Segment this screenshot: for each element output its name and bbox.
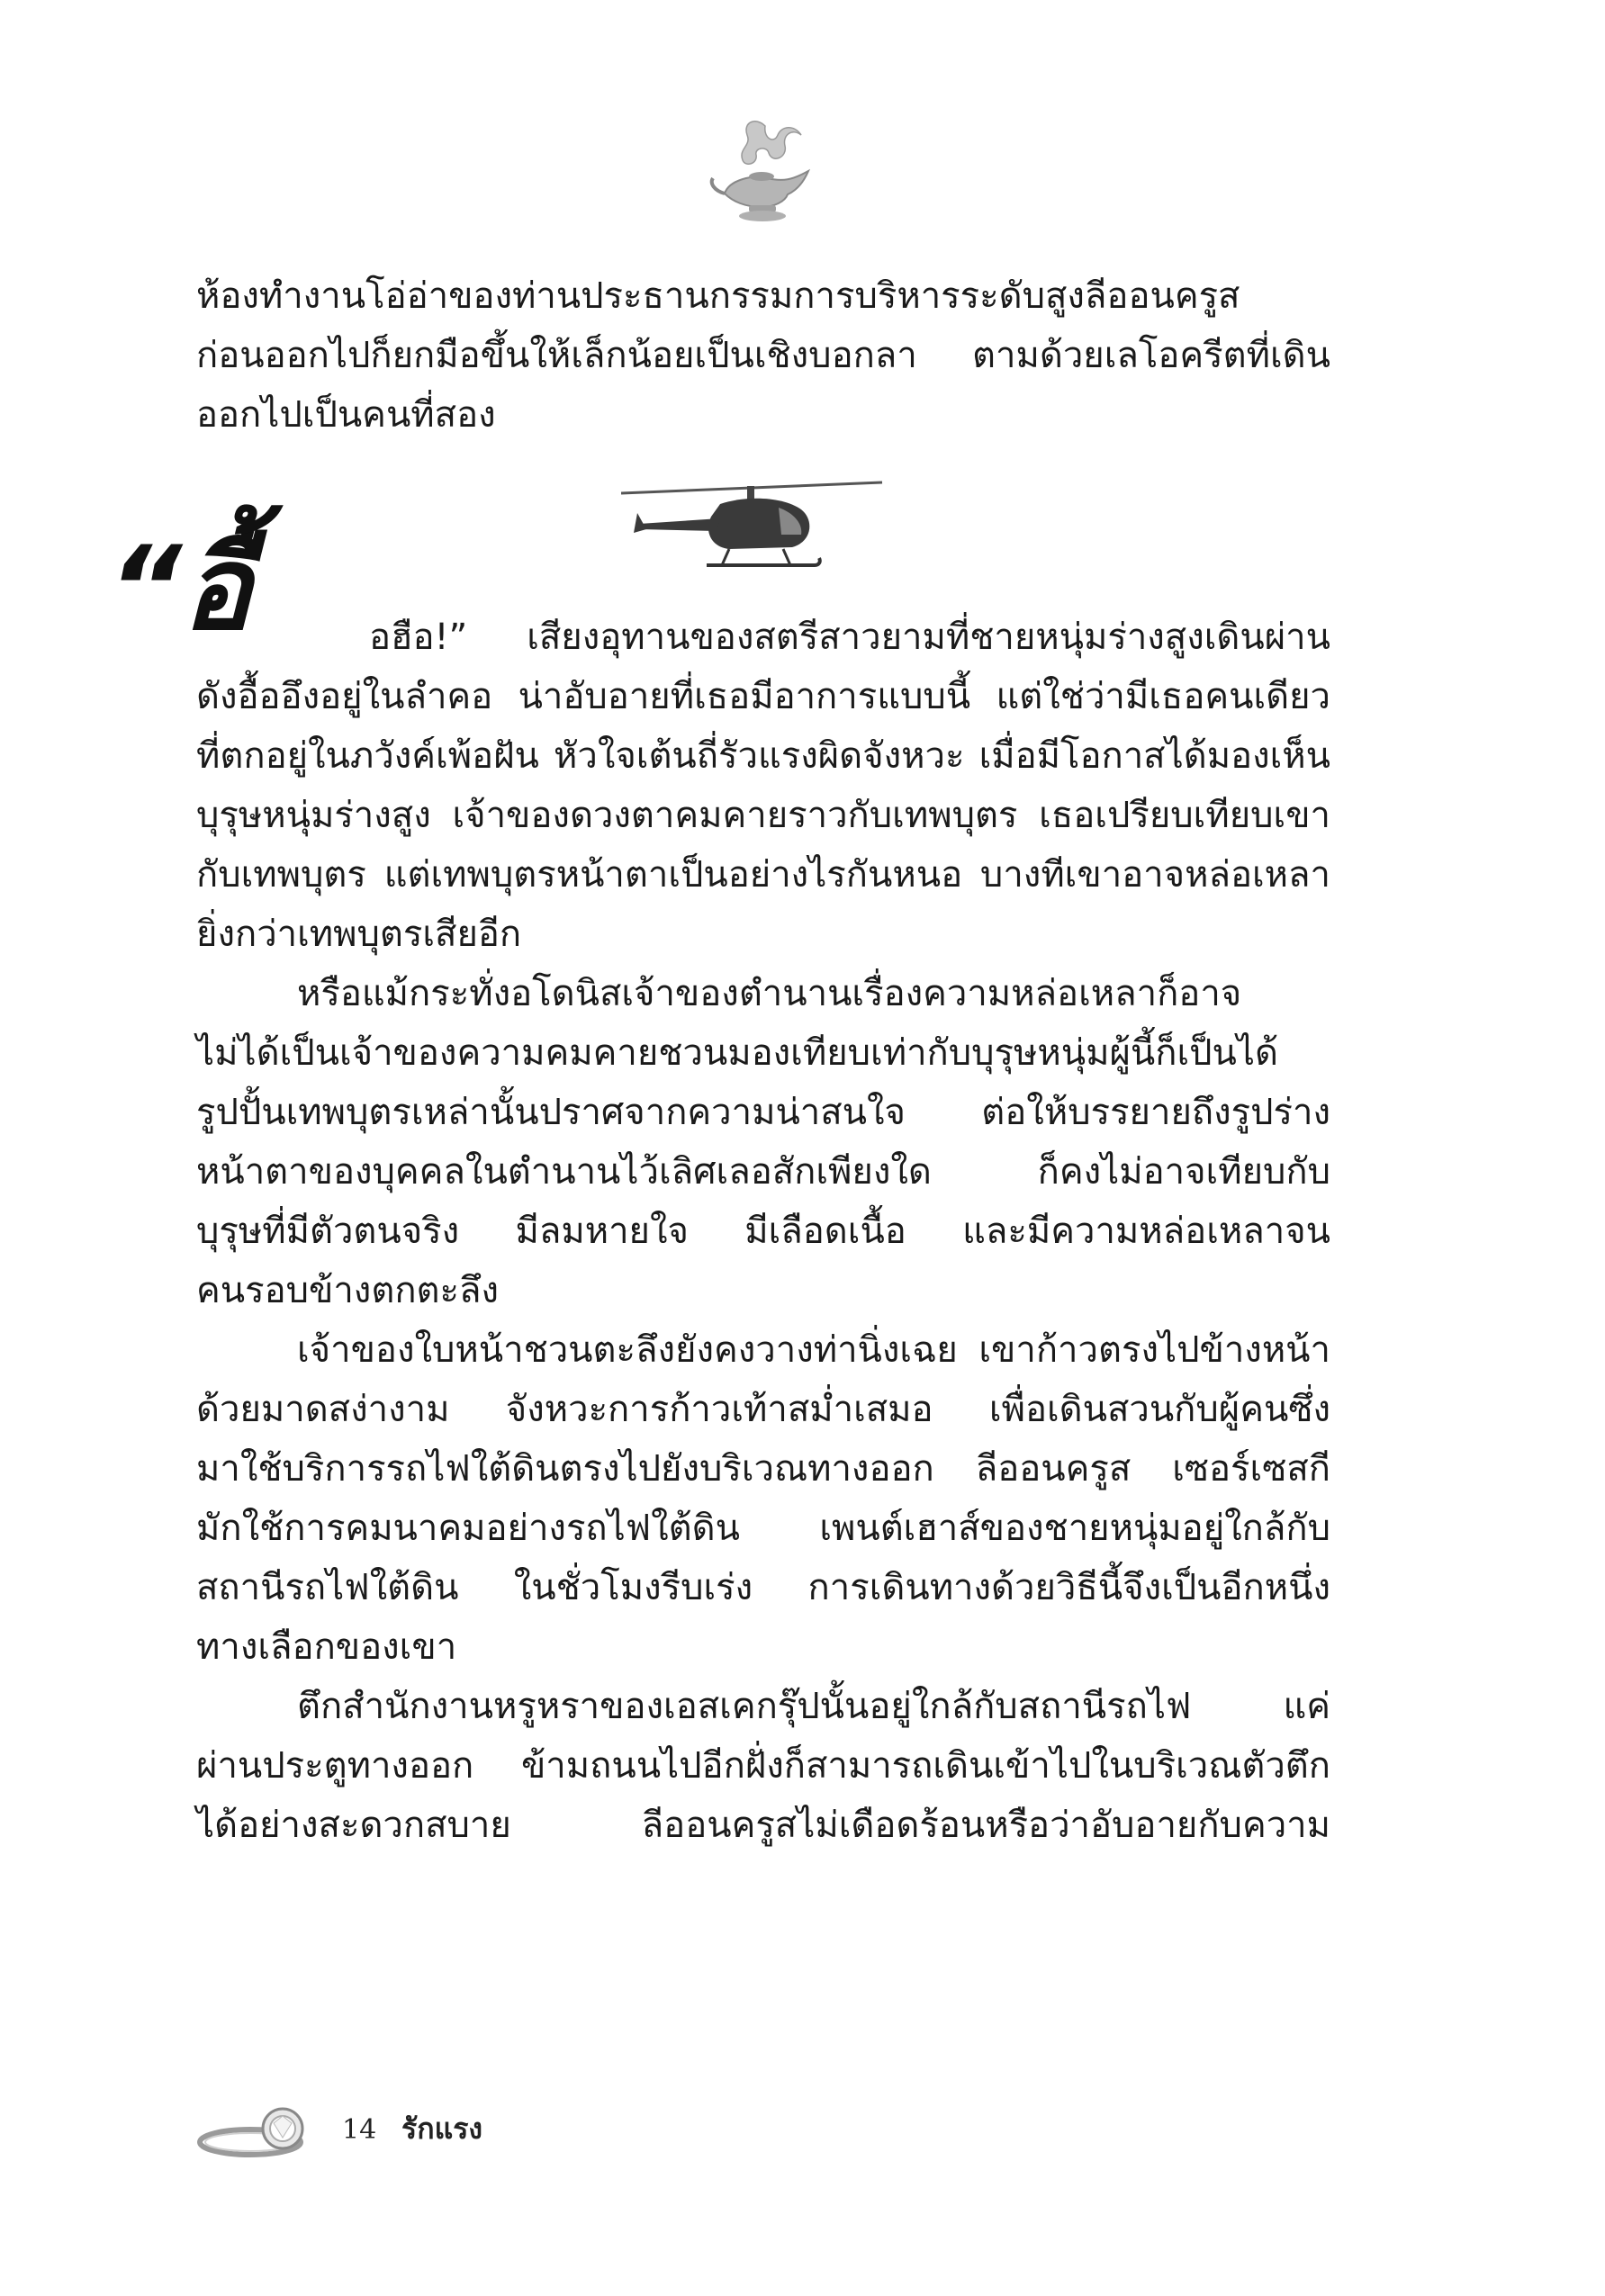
text-line: คนรอบข้างตกตะลึง bbox=[196, 1270, 500, 1311]
text-line: เจ้าของใบหน้าชวนตะลึงยังคงวางท่านิ่งเฉย เขาก้าวตรงไปข้างหน้า bbox=[297, 1329, 1330, 1371]
text-line: ก่อนออกไปก็ยกมือขึ้นให้เล็กน้อยเป็นเชิงบอกลา ตามด้วยเลโอครีตที่เดิน bbox=[196, 335, 1330, 376]
paragraph bbox=[196, 1320, 1330, 1677]
text-line: มาใช้บริการรถไฟใต้ดินตรงไปยังบริเวณทางออก ลีออนครูส เซอร์เซสกี bbox=[196, 1448, 1330, 1490]
paragraph bbox=[196, 1677, 1330, 1855]
text-line: รูปปั้นเทพบุตรเหล่านั้นปราศจากความน่าสนใจ ต่อให้บรรยายถึงรูปร่าง bbox=[196, 1092, 1330, 1133]
text-line: ยิ่งกว่าเทพบุตรเสียอีก bbox=[196, 914, 522, 955]
first-line-after-dropcap: อฮือ!” เสียงอุทานของสตรีสาวยามที่ชายหนุ่มร่างสูงเดินผ่าน bbox=[369, 617, 1330, 658]
genie-lamp-icon bbox=[702, 108, 828, 234]
main-body bbox=[196, 667, 1330, 1855]
helicopter-icon bbox=[621, 477, 891, 585]
text-line: ห้องทำงานโอ่อ่าของท่านประธานกรรมการบริหารระดับสูงลีออนครูส bbox=[196, 275, 1240, 317]
text-line: ตึกสำนักงานหรูหราของเอสเคกรุ๊ปนั้นอยู่ใกล้กับสถานีรถไฟ แค่ bbox=[297, 1686, 1330, 1727]
text-line: กับเทพบุตร แต่เทพบุตรหน้าตาเป็นอย่างไรกันหนอ บางทีเขาอาจหล่อเหลา bbox=[196, 854, 1330, 896]
book-title: รักแรง bbox=[401, 2111, 482, 2146]
page-footer bbox=[196, 2102, 736, 2174]
text-line: ได้อย่างสะดวกสบาย ลีออนครูสไม่เดือดร้อนหรือว่าอับอายกับความ bbox=[196, 1805, 1330, 1846]
diamond-ring-icon bbox=[196, 2102, 322, 2165]
text-line: หรือแม้กระทั่งอโดนิสเจ้าของตำนานเรื่องความหล่อเหลาก็อาจ bbox=[297, 973, 1242, 1014]
text-line: สถานีรถไฟใต้ดิน ในชั่วโมงรีบเร่ง การเดินทางด้วยวิธีนี้จึงเป็นอีกหนึ่ง bbox=[196, 1567, 1330, 1608]
text-line: ที่ตกอยู่ในภวังค์เพ้อฝัน หัวใจเต้นถี่รัวแรงผิดจังหวะ เมื่อมีโอกาสได้มองเห็น bbox=[196, 735, 1330, 777]
drop-cap: “อื้ bbox=[108, 522, 252, 656]
text-line: หน้าตาของบุคคลในตำนานไว้เลิศเลอสักเพียงใด ก็คงไม่อาจเทียบกับ bbox=[196, 1151, 1330, 1193]
paragraph bbox=[196, 964, 1330, 1320]
text-line: ทางเลือกของเขา bbox=[196, 1626, 457, 1668]
text-line: ดังอื้ออึงอยู่ในลำคอ น่าอับอายที่เธอมีอาการแบบนี้ แต่ใช่ว่ามีเธอคนเดียว bbox=[196, 676, 1330, 717]
text-line: ออกไปเป็นคนที่สอง bbox=[196, 394, 496, 436]
text-line: บุรุษที่มีตัวตนจริง มีลมหายใจ มีเลือดเนื้อ และมีความหล่อเหลาจน bbox=[196, 1211, 1330, 1252]
page-number: 14 bbox=[342, 2114, 377, 2146]
paragraph bbox=[196, 667, 1330, 964]
text-line: ไม่ได้เป็นเจ้าของความคมคายชวนมองเทียบเท่ากับบุรุษหนุ่มผู้นี้ก็เป็นได้ bbox=[196, 1032, 1278, 1074]
text-line: มักใช้การคมนาคมอย่างรถไฟใต้ดิน เพนต์เฮาส์ของชายหนุ่มอยู่ใกล้กับ bbox=[196, 1508, 1330, 1549]
text-line: บุรุษหนุ่มร่างสูง เจ้าของดวงตาคมคายราวกับเทพบุตร เธอเปรียบเทียบเขา bbox=[196, 795, 1330, 836]
top-paragraph bbox=[196, 266, 1330, 445]
text-line: ผ่านประตูทางออก ข้ามถนนไปอีกฝั่งก็สามารถเดินเข้าไปในบริเวณตัวตึก bbox=[196, 1745, 1330, 1787]
text-line: ด้วยมาดสง่างาม จังหวะการก้าวเท้าสม่ำเสมอ เพื่อเดินสวนกับผู้คนซึ่ง bbox=[196, 1389, 1330, 1430]
